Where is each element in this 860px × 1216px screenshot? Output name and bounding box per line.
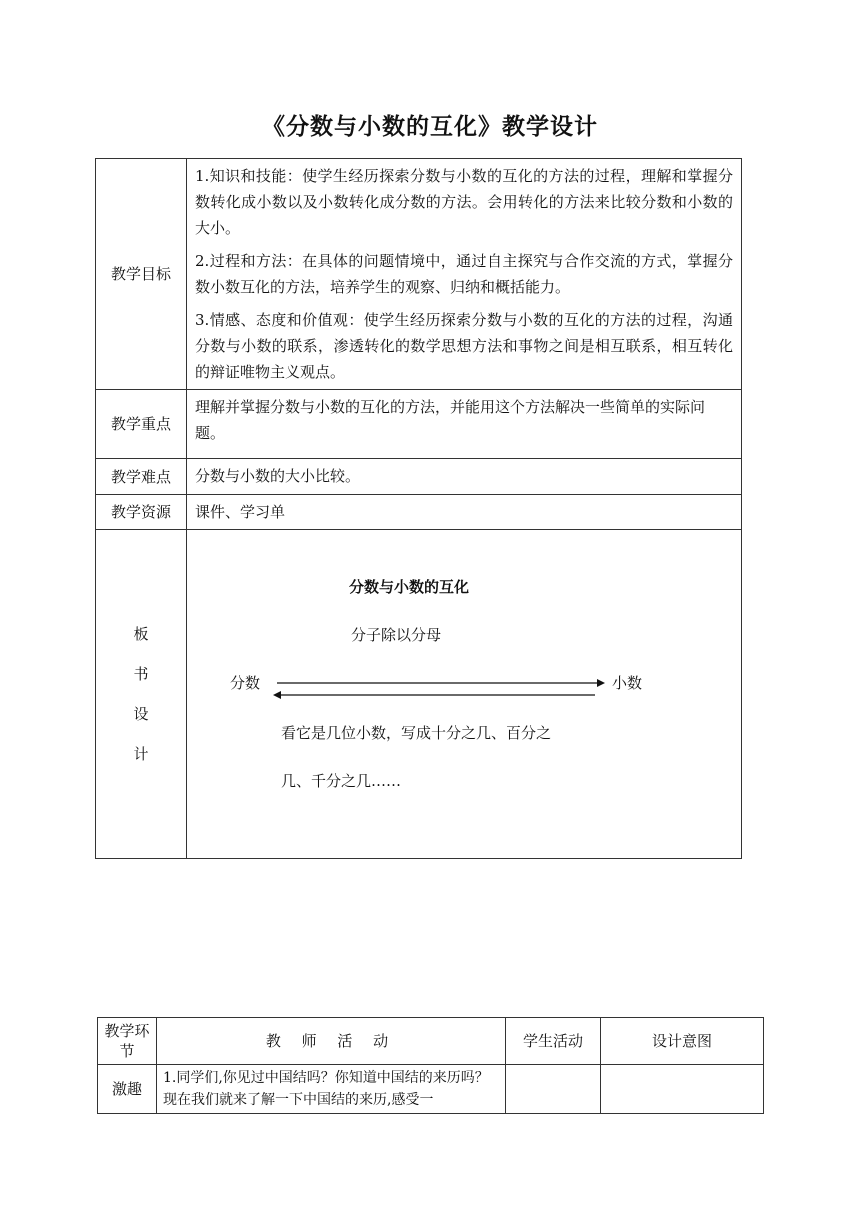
resources-content: 课件、学习单 <box>187 495 742 530</box>
resources-label: 教学资源 <box>96 495 187 530</box>
goal-item-2: 2.过程和方法：在具体的问题情境中，通过自主探究与合作交流的方式，掌握分数小数互化的方法，培养学生的观察、归纳和概括能力。 <box>195 252 733 296</box>
page-title: 《分数与小数的互化》教学设计 <box>262 114 598 140</box>
board-left-label: 分数 <box>230 674 261 692</box>
board-label-char: 板 <box>133 625 149 643</box>
board-right-label: 小数 <box>612 674 643 692</box>
goals-content <box>187 159 742 390</box>
resources-row <box>96 495 742 530</box>
board-label-char: 设 <box>133 705 149 723</box>
difficulty-label: 教学难点 <box>96 459 187 495</box>
goals-label: 教学目标 <box>96 159 187 390</box>
right-arrow-head <box>597 679 605 687</box>
key-points-content: 理解并掌握分数与小数的互化的方法，并能用这个方法解决一些简单的实际问题。 <box>187 390 742 459</box>
difficulty-content: 分数与小数的大小比较。 <box>187 459 742 495</box>
board-design <box>187 530 742 859</box>
board-label-char: 书 <box>133 665 149 683</box>
goal-item-3: 3.情感、态度和价值观：使学生经历探索分数与小数的互化的方法的过程，沟通分数与小数的联系，渗透转化的数学思想方法和事物之间是相互联系，相互转化的辩证唯物主义观点。 <box>195 311 733 381</box>
board-bottom-line-2: 几、千分之几…… <box>281 772 402 790</box>
goal-item-1: 1.知识和技能：使学生经历探索分数与小数的互化的方法的过程，理解和掌握分数转化成小数以及小数转化成分数的方法。会用转化的方法来比较分数和小数的大小。 <box>195 167 733 237</box>
board-row <box>96 530 742 859</box>
header-teacher: 教 师 活 动 <box>157 1018 506 1065</box>
header-intent: 设计意图 <box>601 1018 764 1065</box>
goals-row <box>96 159 742 390</box>
left-arrow-head <box>273 691 281 699</box>
process-table <box>97 1017 764 1114</box>
process-header-row <box>98 1018 764 1065</box>
board-title: 分数与小数的互化 <box>349 578 470 596</box>
lesson-plan-table <box>95 158 742 859</box>
conversion-arrows <box>273 675 607 703</box>
header-student: 学生活动 <box>506 1018 601 1065</box>
board-top-note: 分子除以分母 <box>351 626 442 644</box>
board-label <box>96 530 187 859</box>
teacher-cell: 1.同学们,你见过中国结吗？你知道中国结的来历吗？现在我们就来了解一下中国结的来历,感受一 <box>157 1065 506 1114</box>
key-points-label: 教学重点 <box>96 390 187 459</box>
board-label-char: 计 <box>133 745 149 763</box>
difficulty-row <box>96 459 742 495</box>
header-stage: 教学环节 <box>98 1018 157 1065</box>
process-row <box>98 1065 764 1114</box>
student-cell <box>506 1065 601 1114</box>
intent-cell <box>601 1065 764 1114</box>
stage-cell: 激趣 <box>98 1065 157 1114</box>
key-points-row <box>96 390 742 459</box>
board-bottom-line-1: 看它是几位小数，写成十分之几、百分之 <box>281 724 552 742</box>
